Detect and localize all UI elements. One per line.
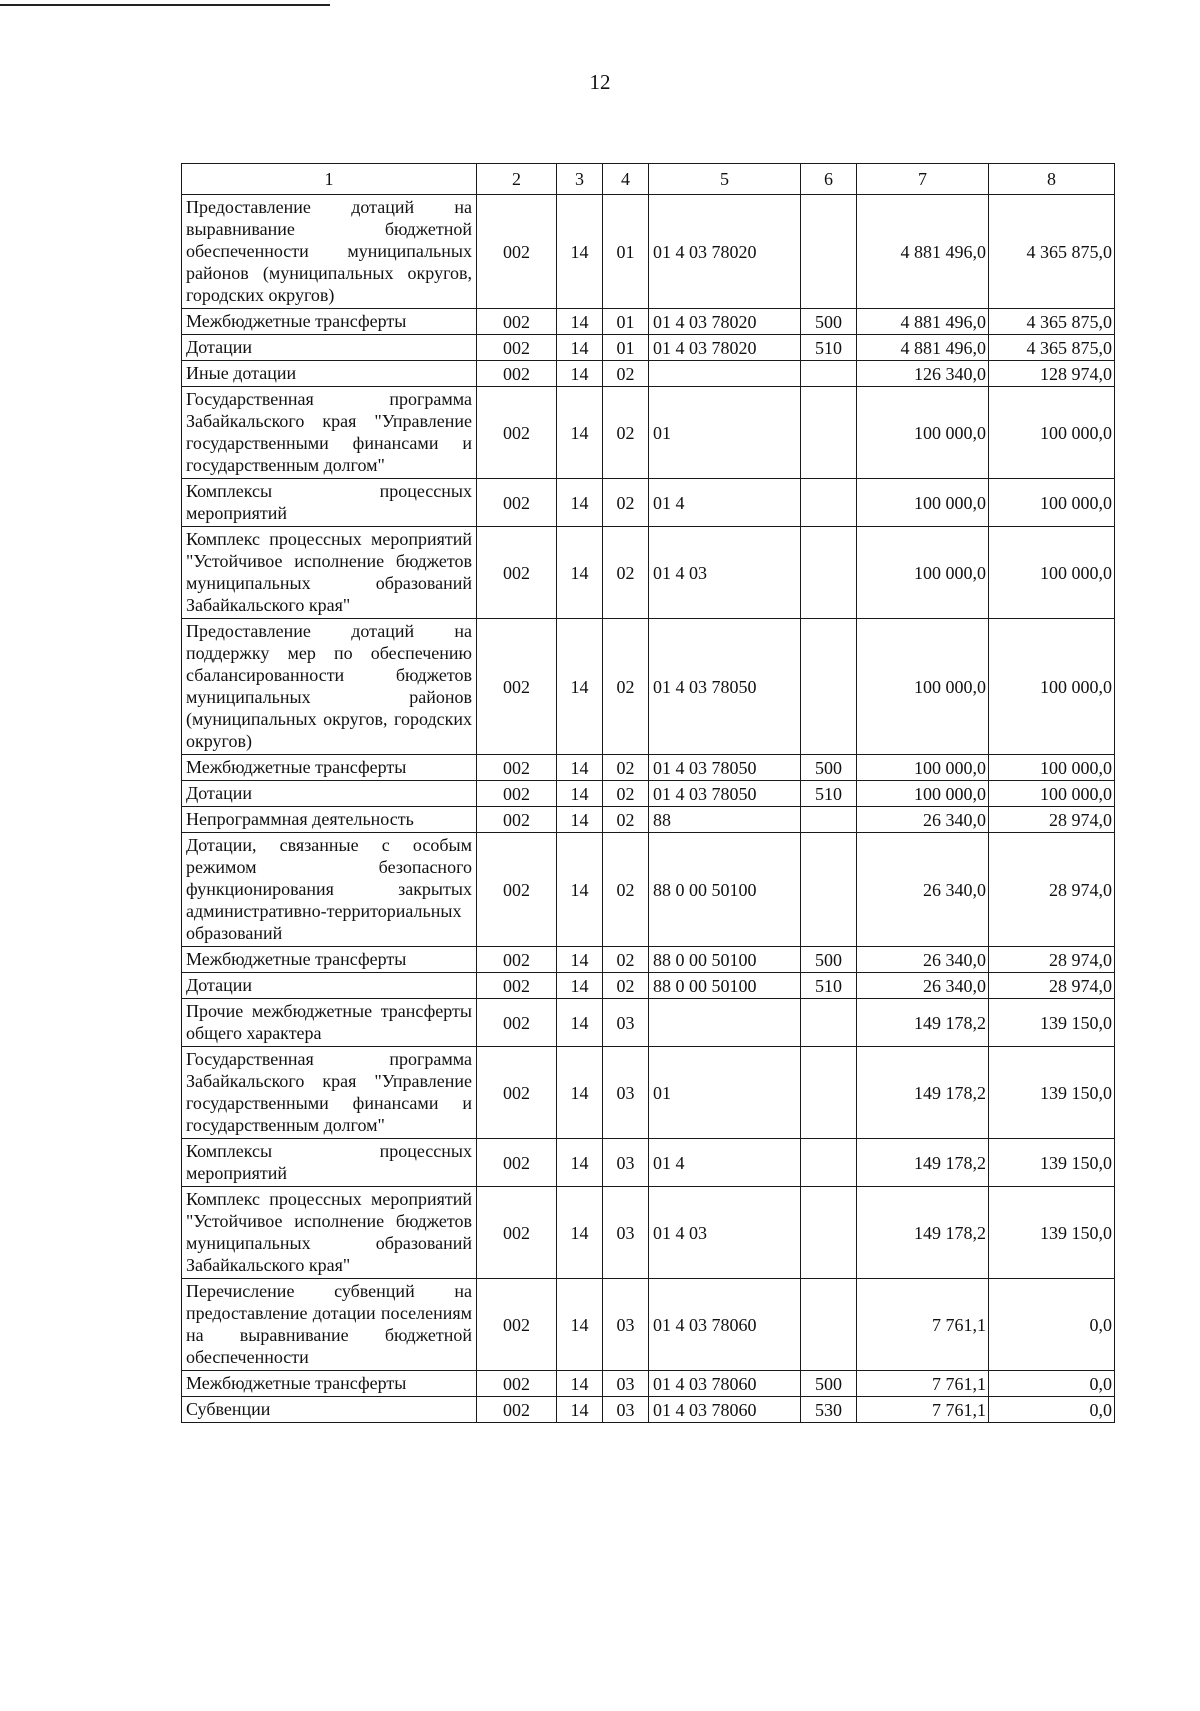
subsection-cell: 02	[603, 479, 649, 527]
name-cell: Межбюджетные трансферты	[182, 309, 477, 335]
subsection-cell: 03	[603, 1187, 649, 1279]
target-article-cell: 01 4 03	[649, 527, 801, 619]
subsection-cell: 02	[603, 755, 649, 781]
amount-2025-cell: 149 178,2	[857, 999, 989, 1047]
target-article-cell: 01 4 03 78060	[649, 1279, 801, 1371]
expense-type-cell	[801, 527, 857, 619]
subsection-cell: 01	[603, 335, 649, 361]
expense-type-cell	[801, 479, 857, 527]
amount-2026-cell: 28 974,0	[989, 973, 1115, 999]
amount-2025-cell: 26 340,0	[857, 833, 989, 947]
amount-2025-cell: 149 178,2	[857, 1047, 989, 1139]
subsection-cell: 01	[603, 195, 649, 309]
target-article-cell: 01	[649, 387, 801, 479]
subsection-cell: 03	[603, 1371, 649, 1397]
target-article-cell: 01 4 03 78050	[649, 619, 801, 755]
admin-code-cell: 002	[477, 973, 557, 999]
section-cell: 14	[557, 1047, 603, 1139]
amount-2026-cell: 139 150,0	[989, 1139, 1115, 1187]
target-article-cell: 88	[649, 807, 801, 833]
name-cell: Государственная программа Забайкальского края "Управление государственными финансами и государственным долгом"	[182, 387, 477, 479]
amount-2025-cell: 100 000,0	[857, 781, 989, 807]
amount-2025-cell: 7 761,1	[857, 1397, 989, 1423]
section-cell: 14	[557, 309, 603, 335]
expense-type-cell: 500	[801, 309, 857, 335]
amount-2026-cell: 100 000,0	[989, 755, 1115, 781]
name-cell: Государственная программа Забайкальского края "Управление государственными финансами и государственным долгом"	[182, 1047, 477, 1139]
subsection-cell: 02	[603, 833, 649, 947]
name-cell: Иные дотации	[182, 361, 477, 387]
name-cell: Предоставление дотаций на поддержку мер по обеспечению сбалансированности бюджетов муниципальных районов (муниципальных округов, городских округов)	[182, 619, 477, 755]
table-row	[182, 1139, 1115, 1187]
section-cell: 14	[557, 387, 603, 479]
table-header-row	[182, 164, 1115, 195]
table-row	[182, 361, 1115, 387]
target-article-cell: 01 4	[649, 479, 801, 527]
expense-type-cell: 500	[801, 1371, 857, 1397]
expense-type-cell: 500	[801, 947, 857, 973]
admin-code-cell: 002	[477, 807, 557, 833]
name-cell: Межбюджетные трансферты	[182, 947, 477, 973]
name-cell: Комплексы процессных мероприятий	[182, 1139, 477, 1187]
header-cell: 8	[989, 164, 1115, 195]
amount-2025-cell: 4 881 496,0	[857, 335, 989, 361]
section-cell: 14	[557, 195, 603, 309]
table-row	[182, 479, 1115, 527]
subsection-cell: 02	[603, 947, 649, 973]
target-article-cell: 01 4 03 78060	[649, 1397, 801, 1423]
expense-type-cell	[801, 1139, 857, 1187]
target-article-cell: 01 4 03	[649, 1187, 801, 1279]
amount-2026-cell: 139 150,0	[989, 1187, 1115, 1279]
amount-2026-cell: 0,0	[989, 1397, 1115, 1423]
amount-2026-cell: 4 365 875,0	[989, 309, 1115, 335]
target-article-cell: 88 0 00 50100	[649, 973, 801, 999]
admin-code-cell: 002	[477, 781, 557, 807]
expense-type-cell	[801, 807, 857, 833]
expense-type-cell: 510	[801, 335, 857, 361]
amount-2026-cell: 100 000,0	[989, 527, 1115, 619]
amount-2025-cell: 149 178,2	[857, 1139, 989, 1187]
admin-code-cell: 002	[477, 1139, 557, 1187]
amount-2026-cell: 28 974,0	[989, 807, 1115, 833]
expense-type-cell: 500	[801, 755, 857, 781]
target-article-cell: 88 0 00 50100	[649, 833, 801, 947]
amount-2025-cell: 100 000,0	[857, 479, 989, 527]
section-cell: 14	[557, 1187, 603, 1279]
subsection-cell: 02	[603, 781, 649, 807]
expense-type-cell	[801, 833, 857, 947]
table-row	[182, 195, 1115, 309]
amount-2025-cell: 100 000,0	[857, 387, 989, 479]
amount-2025-cell: 149 178,2	[857, 1187, 989, 1279]
admin-code-cell: 002	[477, 833, 557, 947]
table-row	[182, 755, 1115, 781]
subsection-cell: 02	[603, 527, 649, 619]
table-row	[182, 1279, 1115, 1371]
subsection-cell: 03	[603, 1397, 649, 1423]
header-cell: 1	[182, 164, 477, 195]
expense-type-cell	[801, 387, 857, 479]
table-row	[182, 1371, 1115, 1397]
admin-code-cell: 002	[477, 479, 557, 527]
name-cell: Дотации	[182, 973, 477, 999]
amount-2026-cell: 0,0	[989, 1279, 1115, 1371]
section-cell: 14	[557, 947, 603, 973]
name-cell: Прочие межбюджетные трансферты общего характера	[182, 999, 477, 1047]
subsection-cell: 03	[603, 1047, 649, 1139]
top-edge-rule	[0, 4, 330, 6]
amount-2026-cell: 28 974,0	[989, 947, 1115, 973]
target-article-cell	[649, 999, 801, 1047]
table-row	[182, 1187, 1115, 1279]
name-cell: Комплексы процессных мероприятий	[182, 479, 477, 527]
section-cell: 14	[557, 999, 603, 1047]
amount-2026-cell: 100 000,0	[989, 387, 1115, 479]
admin-code-cell: 002	[477, 1279, 557, 1371]
admin-code-cell: 002	[477, 387, 557, 479]
target-article-cell: 01 4 03 78020	[649, 195, 801, 309]
target-article-cell: 01 4 03 78020	[649, 335, 801, 361]
amount-2025-cell: 26 340,0	[857, 973, 989, 999]
name-cell: Комплекс процессных мероприятий "Устойчивое исполнение бюджетов муниципальных образований Забайкальского края"	[182, 1187, 477, 1279]
target-article-cell: 01 4 03 78050	[649, 781, 801, 807]
admin-code-cell: 002	[477, 527, 557, 619]
table-row	[182, 527, 1115, 619]
admin-code-cell: 002	[477, 1047, 557, 1139]
table-row	[182, 335, 1115, 361]
amount-2025-cell: 100 000,0	[857, 527, 989, 619]
target-article-cell: 01	[649, 1047, 801, 1139]
target-article-cell: 01 4 03 78050	[649, 755, 801, 781]
expense-type-cell	[801, 1187, 857, 1279]
expense-type-cell: 510	[801, 973, 857, 999]
name-cell: Межбюджетные трансферты	[182, 755, 477, 781]
amount-2026-cell: 28 974,0	[989, 833, 1115, 947]
name-cell: Дотации	[182, 781, 477, 807]
header-cell: 2	[477, 164, 557, 195]
table-row	[182, 1397, 1115, 1423]
amount-2026-cell: 139 150,0	[989, 999, 1115, 1047]
budget-table	[181, 163, 1115, 1423]
subsection-cell: 02	[603, 973, 649, 999]
table-row	[182, 781, 1115, 807]
expense-type-cell	[801, 195, 857, 309]
name-cell: Перечисление субвенций на предоставление дотации поселениям на выравнивание бюджетной обеспеченности	[182, 1279, 477, 1371]
admin-code-cell: 002	[477, 755, 557, 781]
target-article-cell: 01 4 03 78060	[649, 1371, 801, 1397]
amount-2025-cell: 126 340,0	[857, 361, 989, 387]
subsection-cell: 02	[603, 807, 649, 833]
section-cell: 14	[557, 619, 603, 755]
target-article-cell: 88 0 00 50100	[649, 947, 801, 973]
target-article-cell	[649, 361, 801, 387]
header-cell: 6	[801, 164, 857, 195]
admin-code-cell: 002	[477, 999, 557, 1047]
expense-type-cell	[801, 619, 857, 755]
section-cell: 14	[557, 479, 603, 527]
amount-2025-cell: 4 881 496,0	[857, 309, 989, 335]
amount-2025-cell: 4 881 496,0	[857, 195, 989, 309]
table-row	[182, 619, 1115, 755]
admin-code-cell: 002	[477, 619, 557, 755]
name-cell: Непрограммная деятельность	[182, 807, 477, 833]
amount-2026-cell: 100 000,0	[989, 619, 1115, 755]
amount-2025-cell: 100 000,0	[857, 755, 989, 781]
amount-2026-cell: 139 150,0	[989, 1047, 1115, 1139]
admin-code-cell: 002	[477, 309, 557, 335]
admin-code-cell: 002	[477, 1187, 557, 1279]
expense-type-cell	[801, 361, 857, 387]
amount-2025-cell: 26 340,0	[857, 807, 989, 833]
table-body	[182, 195, 1115, 1423]
amount-2025-cell: 7 761,1	[857, 1279, 989, 1371]
section-cell: 14	[557, 1397, 603, 1423]
subsection-cell: 02	[603, 619, 649, 755]
table-row	[182, 807, 1115, 833]
table-row	[182, 999, 1115, 1047]
section-cell: 14	[557, 973, 603, 999]
page-number: 12	[589, 70, 611, 94]
table-row	[182, 387, 1115, 479]
table-row	[182, 309, 1115, 335]
target-article-cell: 01 4 03 78020	[649, 309, 801, 335]
subsection-cell: 03	[603, 1139, 649, 1187]
table-row	[182, 973, 1115, 999]
target-article-cell: 01 4	[649, 1139, 801, 1187]
section-cell: 14	[557, 807, 603, 833]
table-row	[182, 833, 1115, 947]
amount-2026-cell: 128 974,0	[989, 361, 1115, 387]
name-cell: Предоставление дотаций на выравнивание бюджетной обеспеченности муниципальных районов (муниципальных округов, городских округов)	[182, 195, 477, 309]
admin-code-cell: 002	[477, 1397, 557, 1423]
name-cell: Субвенции	[182, 1397, 477, 1423]
admin-code-cell: 002	[477, 1371, 557, 1397]
name-cell: Дотации	[182, 335, 477, 361]
name-cell: Дотации, связанные с особым режимом безопасного функционирования закрытых административно-территориальных образований	[182, 833, 477, 947]
header-cell: 4	[603, 164, 649, 195]
subsection-cell: 01	[603, 309, 649, 335]
section-cell: 14	[557, 781, 603, 807]
header-cell: 7	[857, 164, 989, 195]
subsection-cell: 02	[603, 387, 649, 479]
section-cell: 14	[557, 1279, 603, 1371]
admin-code-cell: 002	[477, 195, 557, 309]
expense-type-cell: 530	[801, 1397, 857, 1423]
header-cell: 3	[557, 164, 603, 195]
amount-2025-cell: 7 761,1	[857, 1371, 989, 1397]
name-cell: Межбюджетные трансферты	[182, 1371, 477, 1397]
section-cell: 14	[557, 335, 603, 361]
expense-type-cell: 510	[801, 781, 857, 807]
amount-2026-cell: 100 000,0	[989, 781, 1115, 807]
table-row	[182, 947, 1115, 973]
section-cell: 14	[557, 361, 603, 387]
subsection-cell: 02	[603, 361, 649, 387]
header-cell: 5	[649, 164, 801, 195]
expense-type-cell	[801, 1047, 857, 1139]
section-cell: 14	[557, 527, 603, 619]
admin-code-cell: 002	[477, 335, 557, 361]
admin-code-cell: 002	[477, 947, 557, 973]
section-cell: 14	[557, 1139, 603, 1187]
amount-2026-cell: 100 000,0	[989, 479, 1115, 527]
amount-2026-cell: 0,0	[989, 1371, 1115, 1397]
amount-2025-cell: 26 340,0	[857, 947, 989, 973]
amount-2025-cell: 100 000,0	[857, 619, 989, 755]
section-cell: 14	[557, 1371, 603, 1397]
subsection-cell: 03	[603, 1279, 649, 1371]
expense-type-cell	[801, 999, 857, 1047]
table-row	[182, 1047, 1115, 1139]
subsection-cell: 03	[603, 999, 649, 1047]
amount-2026-cell: 4 365 875,0	[989, 195, 1115, 309]
expense-type-cell	[801, 1279, 857, 1371]
section-cell: 14	[557, 833, 603, 947]
amount-2026-cell: 4 365 875,0	[989, 335, 1115, 361]
section-cell: 14	[557, 755, 603, 781]
name-cell: Комплекс процессных мероприятий "Устойчивое исполнение бюджетов муниципальных образований Забайкальского края"	[182, 527, 477, 619]
admin-code-cell: 002	[477, 361, 557, 387]
